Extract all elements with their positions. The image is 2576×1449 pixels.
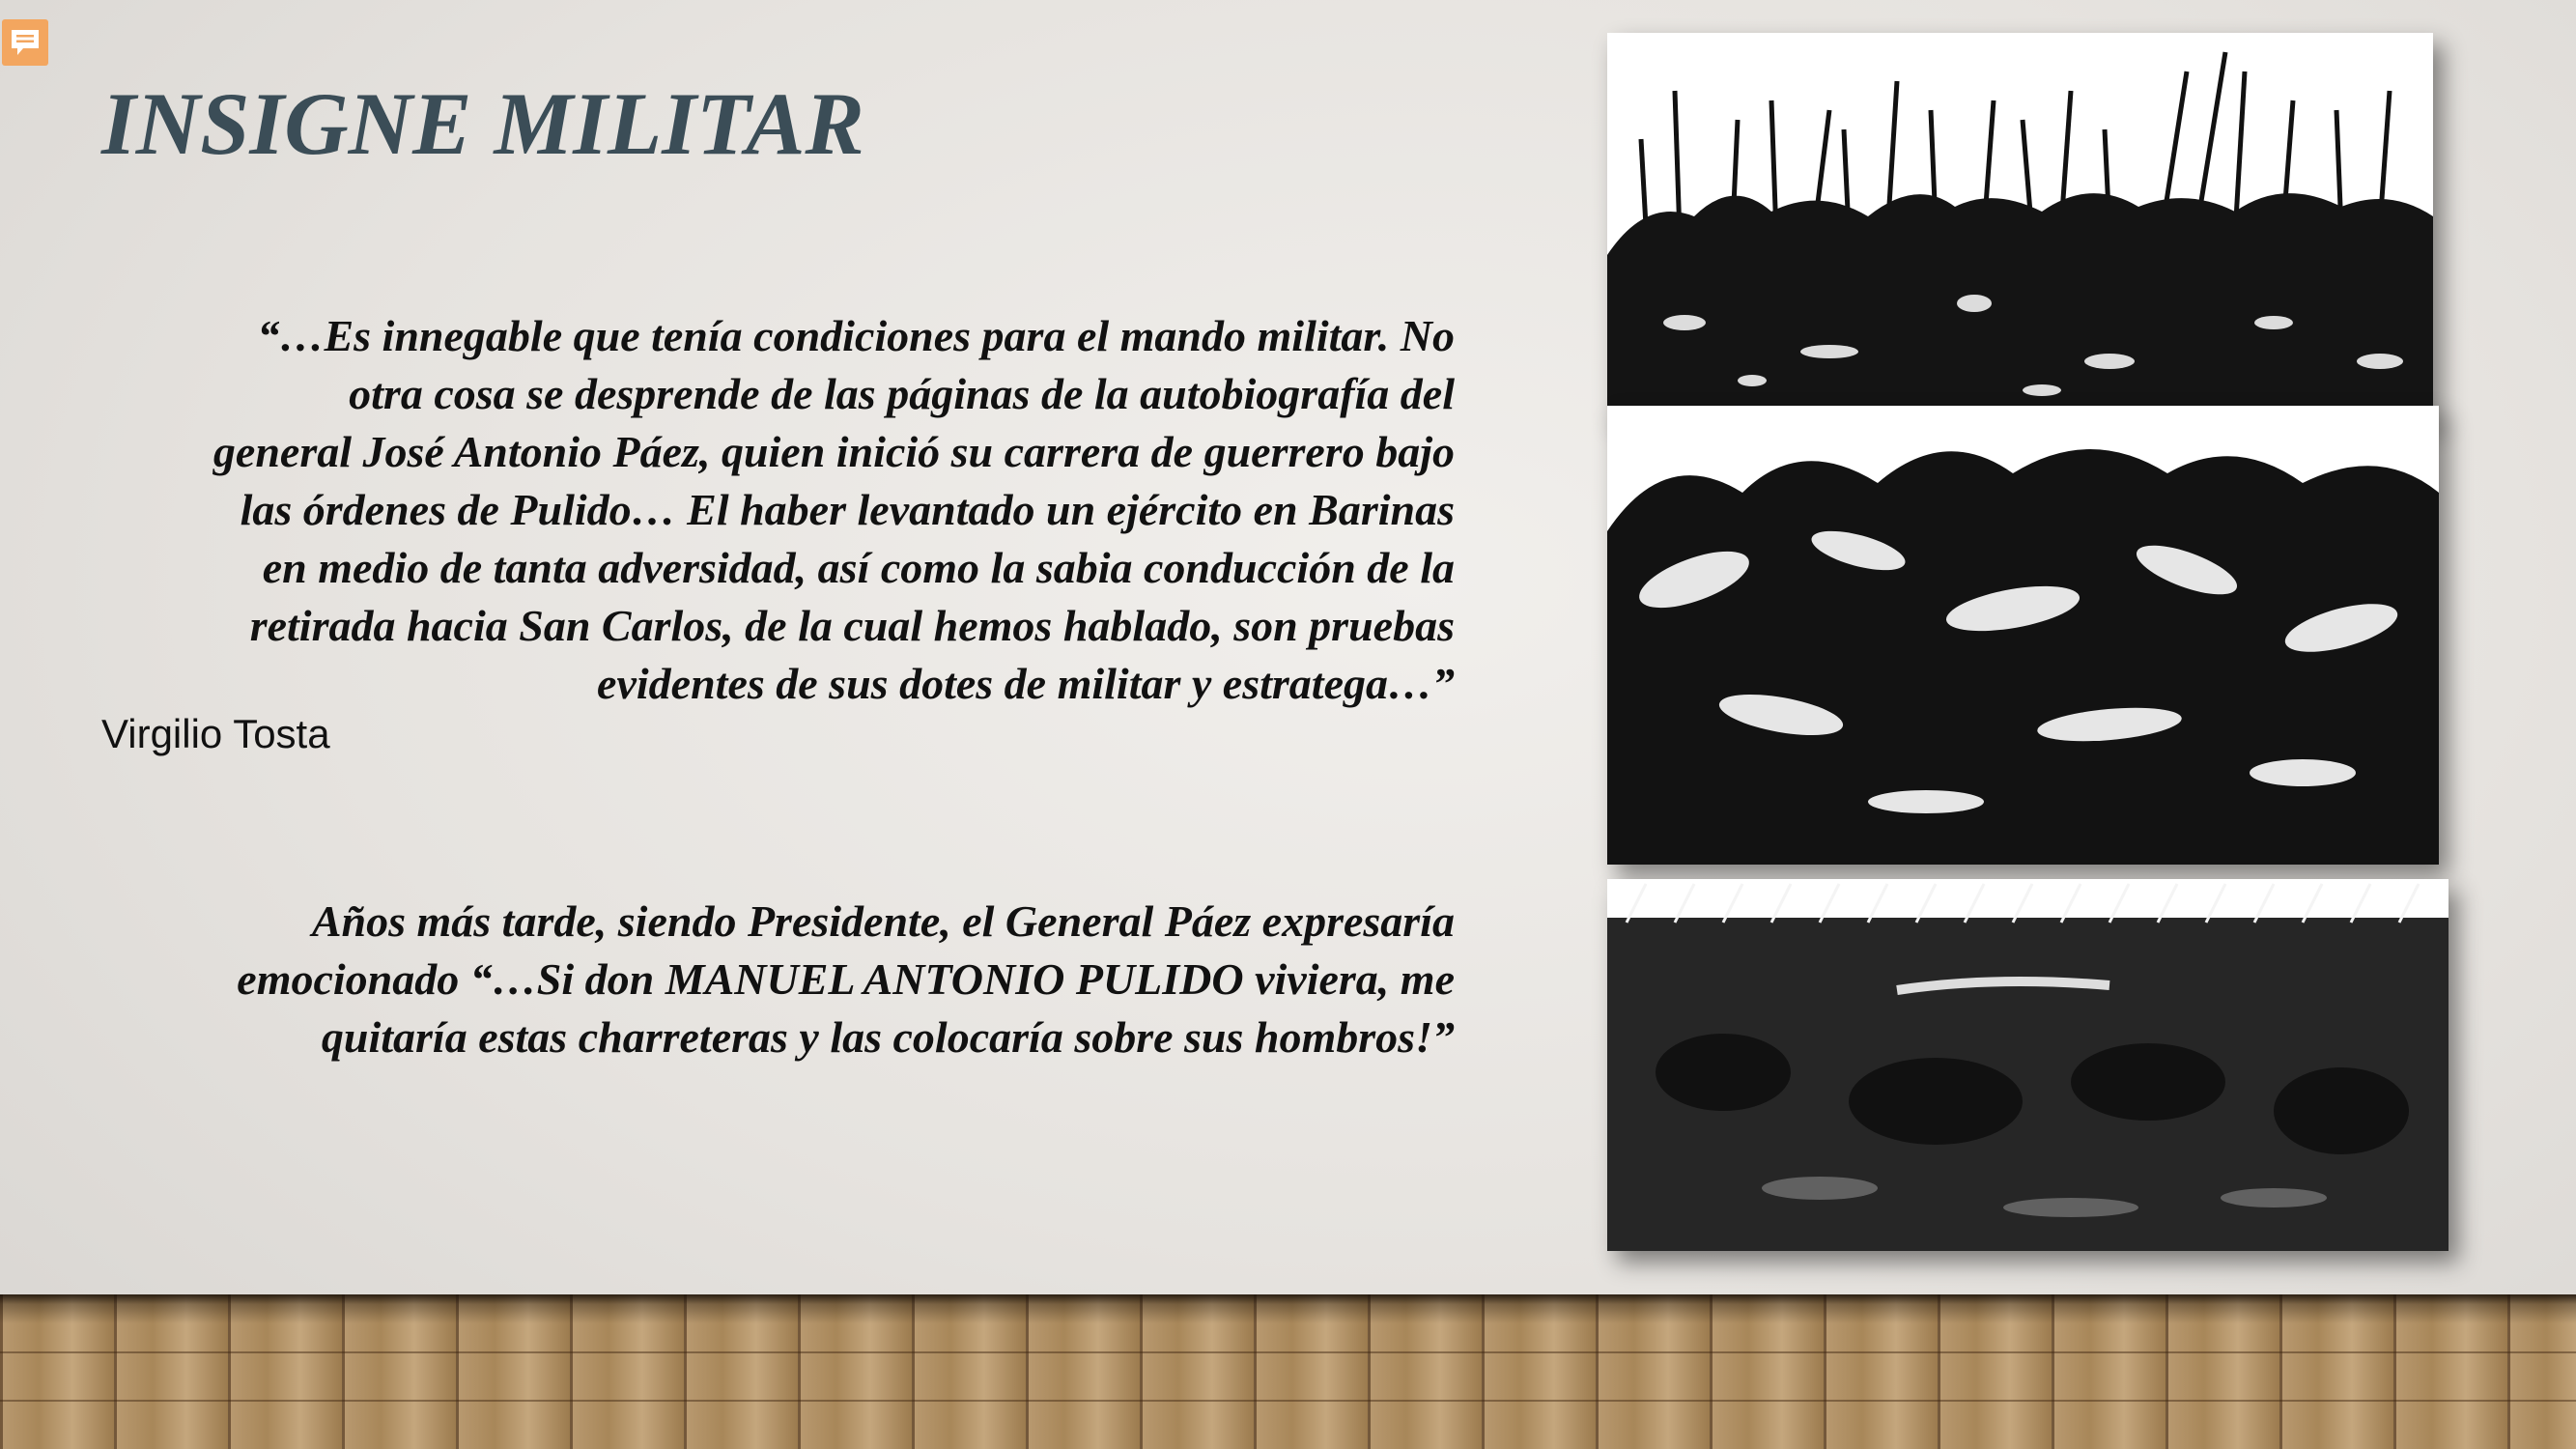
quote-line: evidentes de sus dotes de militar y estratega…” [597, 659, 1455, 708]
battle-photo-lancers [1607, 33, 2433, 419]
quote-line: en medio de tanta adversidad, así como la sabia conducción de la [262, 543, 1455, 592]
quote-line: quitaría estas charreteras y las colocaría sobre sus hombros!” [321, 1012, 1455, 1062]
quote-author: Virgilio Tosta [101, 711, 330, 756]
slide-title: INSIGNE MILITAR [101, 74, 864, 173]
quote-tosta [97, 307, 1455, 713]
quote-paez [97, 893, 1455, 1066]
quote-line: “…Es innegable que tenía condiciones para el mando militar. No [257, 311, 1455, 360]
quote-line: Años más tarde, siendo Presidente, el General Páez expresaría [311, 896, 1455, 946]
quote-line: general José Antonio Páez, quien inició su carrera de guerrero bajo [212, 427, 1455, 476]
wood-floor [0, 1294, 2576, 1449]
quote-line: emocionado “…Si don MANUEL ANTONIO PULIDO viviera, me [237, 954, 1455, 1004]
quote-line: retirada hacia San Carlos, de la cual hemos hablado, son pruebas [249, 601, 1455, 650]
quote-line: las órdenes de Pulido… El haber levantado un ejército en Barinas [240, 485, 1455, 534]
comment-icon[interactable] [2, 19, 48, 66]
battle-photo-cavalry [1607, 406, 2439, 865]
battle-photo-infantry [1607, 879, 2449, 1251]
quote-line: otra cosa se desprende de las páginas de la autobiografía del [349, 369, 1455, 418]
